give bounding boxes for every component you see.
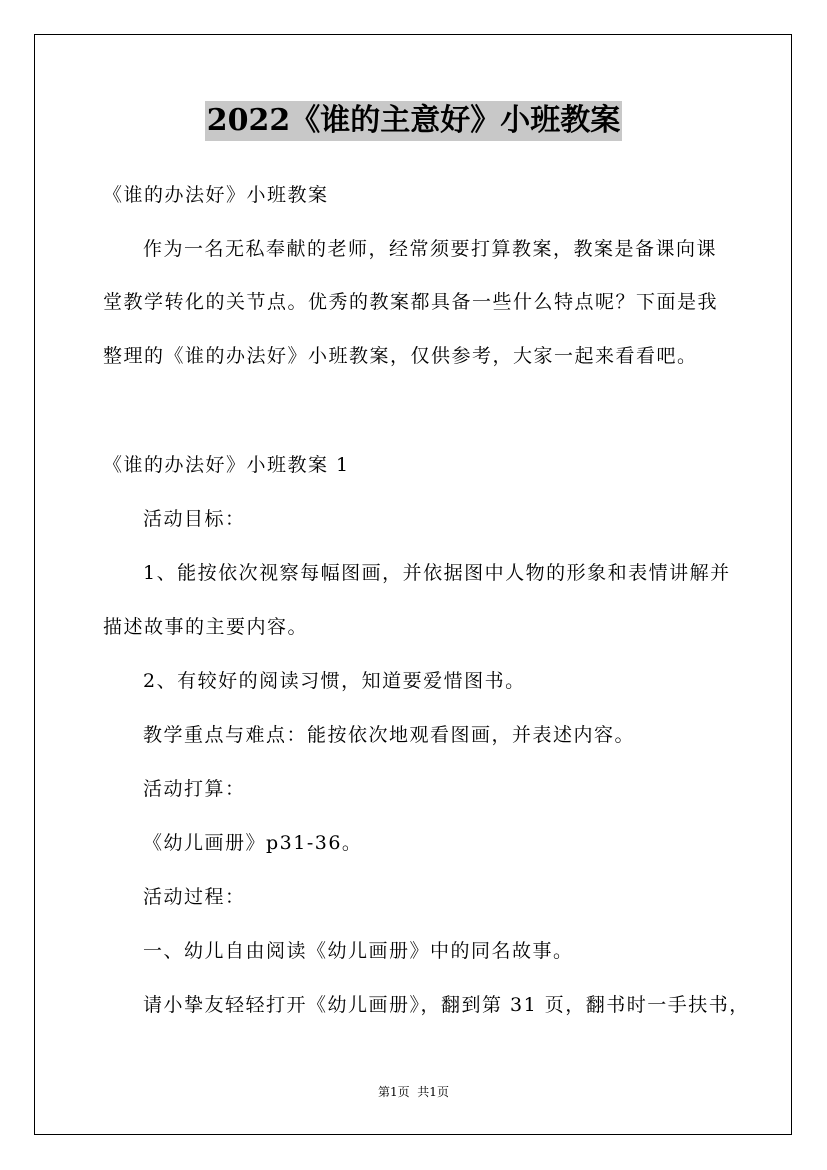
process-label: 活动过程：: [143, 886, 246, 908]
goal-2-line: 2、有较好的阅读习惯，知道要爱惜图书。: [143, 670, 526, 692]
key-points-line: 教学重点与难点：能按依次地观看图画，并表述内容。: [143, 724, 636, 746]
section-heading: 《谁的办法好》小班教案 1: [103, 454, 350, 476]
intro-line-1: 作为一名无私奉献的老师，经常须要打算教案，教案是备课向课: [143, 238, 718, 260]
preparation-label: 活动打算：: [143, 778, 246, 800]
goal-1-line-1: 1、能按依次视察每幅图画，并依据图中人物的形象和表情讲解并: [143, 562, 731, 584]
page-footer: 第1页 共1页: [378, 1085, 449, 1099]
process-step-1: 一、幼儿自由阅读《幼儿画册》中的同名故事。: [143, 940, 574, 962]
goal-1-line-2: 描述故事的主要内容。: [103, 616, 309, 638]
activity-goal-label: 活动目标：: [143, 508, 246, 530]
document-title: 2022《谁的主意好》小班教案: [205, 101, 623, 141]
preparation-line: 《幼儿画册》p31-36。: [143, 832, 363, 854]
intro-line-3: 整理的《谁的办法好》小班教案，仅供参考，大家一起来看看吧。: [103, 345, 698, 367]
subtitle-line: 《谁的办法好》小班教案: [103, 184, 329, 206]
process-step-1-detail: 请小挚友轻轻打开《幼儿画册》，翻到第 31 页，翻书时一手扶书，: [143, 994, 750, 1016]
title-container: [0, 101, 827, 141]
intro-line-2: 堂教学转化的关节点。优秀的教案都具备一些什么特点呢？下面是我: [103, 291, 719, 313]
